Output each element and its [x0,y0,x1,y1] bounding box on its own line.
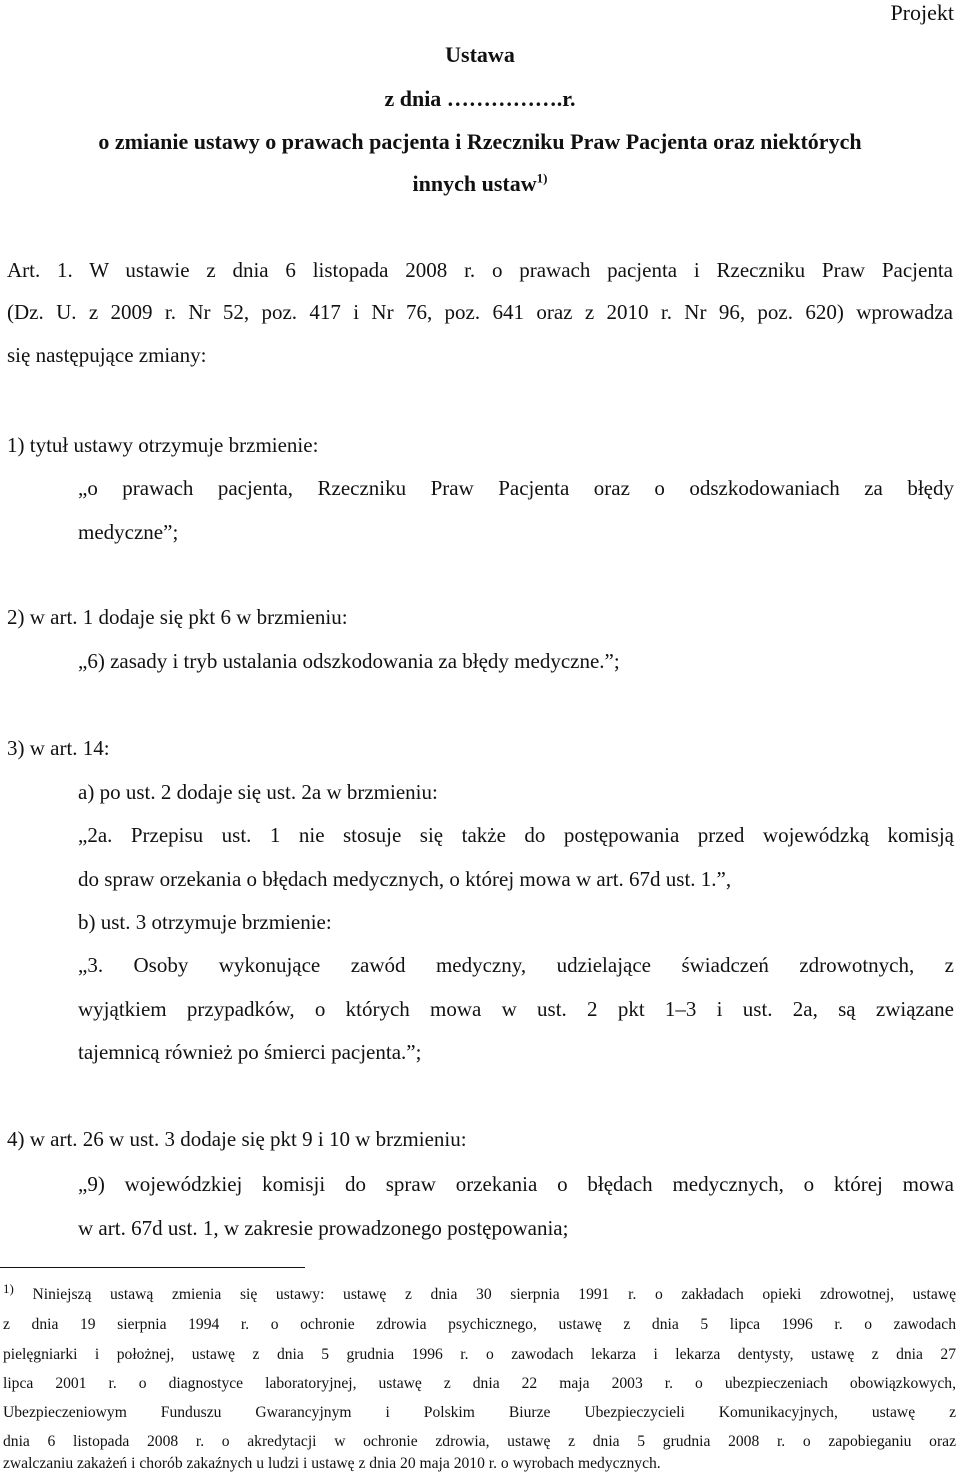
art1-line3: się następujące zmiany: [7,343,207,367]
footnote-line2: z dnia 19 sierpnia 1994 r. o ochronie zdrowia psychicznego, ustawę z dnia 5 lipca 1996 r. o zawodach [3,1316,956,1333]
point3-heading: 3) w art. 14: [7,736,110,760]
point3-b-quote-line1: „3. Osoby wykonujące zawód medyczny, udzielające świadczeń zdrowotnych, z [78,953,954,977]
footnote-line4: lipca 2001 r. o diagnostyce laboratoryjnej, ustawę z dnia 22 maja 2003 r. o ubezpieczeniach obowiązkowych, [3,1375,956,1392]
point3-b-quote-line2: wyjątkiem przypadków, o których mowa w ust. 2 pkt 1–3 i ust. 2a, są związane [78,997,954,1021]
title-subject-line1: o zmianie ustawy o prawach pacjenta i Rzeczniku Praw Pacjenta oraz niektórych [98,129,862,154]
point3-b-quote-line3: tajemnicą również po śmierci pacjenta.”; [78,1040,422,1064]
point3-a-quote-line1: „2a. Przepisu ust. 1 nie stosuje się także do postępowania przed wojewódzką komisją [78,823,954,847]
point3-a-quote-line2: do spraw orzekania o błędach medycznych, o której mowa w art. 67d ust. 1.”, [78,867,732,891]
point1-quote-line2: medyczne”; [78,520,179,544]
art1-line2: (Dz. U. z 2009 r. Nr 52, poz. 417 i Nr 76, poz. 641 oraz z 2010 r. Nr 96, poz. 620) wprowadza [7,300,953,324]
art1-line1: Art. 1. W ustawie z dnia 6 listopada 2008 r. o prawach pacjenta i Rzeczniku Praw Pacjenta [7,258,953,282]
title-act: Ustawa [445,42,515,67]
footnote-line5: Ubezpieczeniowym Funduszu Gwarancyjnym i Polskim Biurze Ubezpieczycieli Komunikacyjnych, ustawę z [3,1404,956,1421]
point4-quote-line1: „9) wojewódzkiej komisji do spraw orzekania o błędach medycznych, o której mowa [78,1172,954,1196]
title-date: z dnia …………….r. [384,86,576,111]
point2-quote: „6) zasady i tryb ustalania odszkodowania za błędy medyczne.”; [78,649,620,673]
footnote-line3: pielęgniarki i położnej, ustawę z dnia 5 grudnia 1996 r. o zawodach lekarza i lekarza dentysty, ustawę z dnia 27 [3,1346,956,1363]
footnote-line6: dnia 6 listopada 2008 r. o akredytacji w ochronie zdrowia, ustawę z dnia 5 grudnia 2008 r. o zapobieganiu oraz [3,1433,956,1450]
point1-quote-line1: „o prawach pacjenta, Rzeczniku Praw Pacjenta oraz o odszkodowaniach za błędy [78,476,954,500]
point3-b-heading: b) ust. 3 otrzymuje brzmienie: [78,910,332,934]
point3-a-heading: a) po ust. 2 dodaje się ust. 2a w brzmieniu: [78,780,438,804]
point4-heading: 4) w art. 26 w ust. 3 dodaje się pkt 9 i 10 w brzmieniu: [7,1127,467,1151]
footnote-separator [0,1267,305,1268]
point2-heading: 2) w art. 1 dodaje się pkt 6 w brzmieniu: [7,605,348,629]
point1-heading: 1) tytuł ustawy otrzymuje brzmienie: [7,433,319,457]
title-subject-text: innych ustaw [412,171,537,196]
point4-quote-line2: w art. 67d ust. 1, w zakresie prowadzonego postępowania; [78,1216,569,1240]
footnote-line1 [3,1280,956,1303]
footnote-text-1: Niniejszą ustawą zmienia się ustawy: ustawę z dnia 30 sierpnia 1991 r. o zakładach opieki zdrowotnej, ustawę [32,1286,956,1303]
footnote-mark: 1) [3,1280,14,1296]
title-subject-line2 [0,171,960,197]
footnote-reference: 1) [536,170,548,186]
project-label: Projekt [890,0,954,25]
footnote-line7: zwalczaniu zakażeń i chorób zakaźnych u ludzi i ustawę z dnia 20 maja 2010 r. o wyrobach medycznych. [3,1455,661,1472]
